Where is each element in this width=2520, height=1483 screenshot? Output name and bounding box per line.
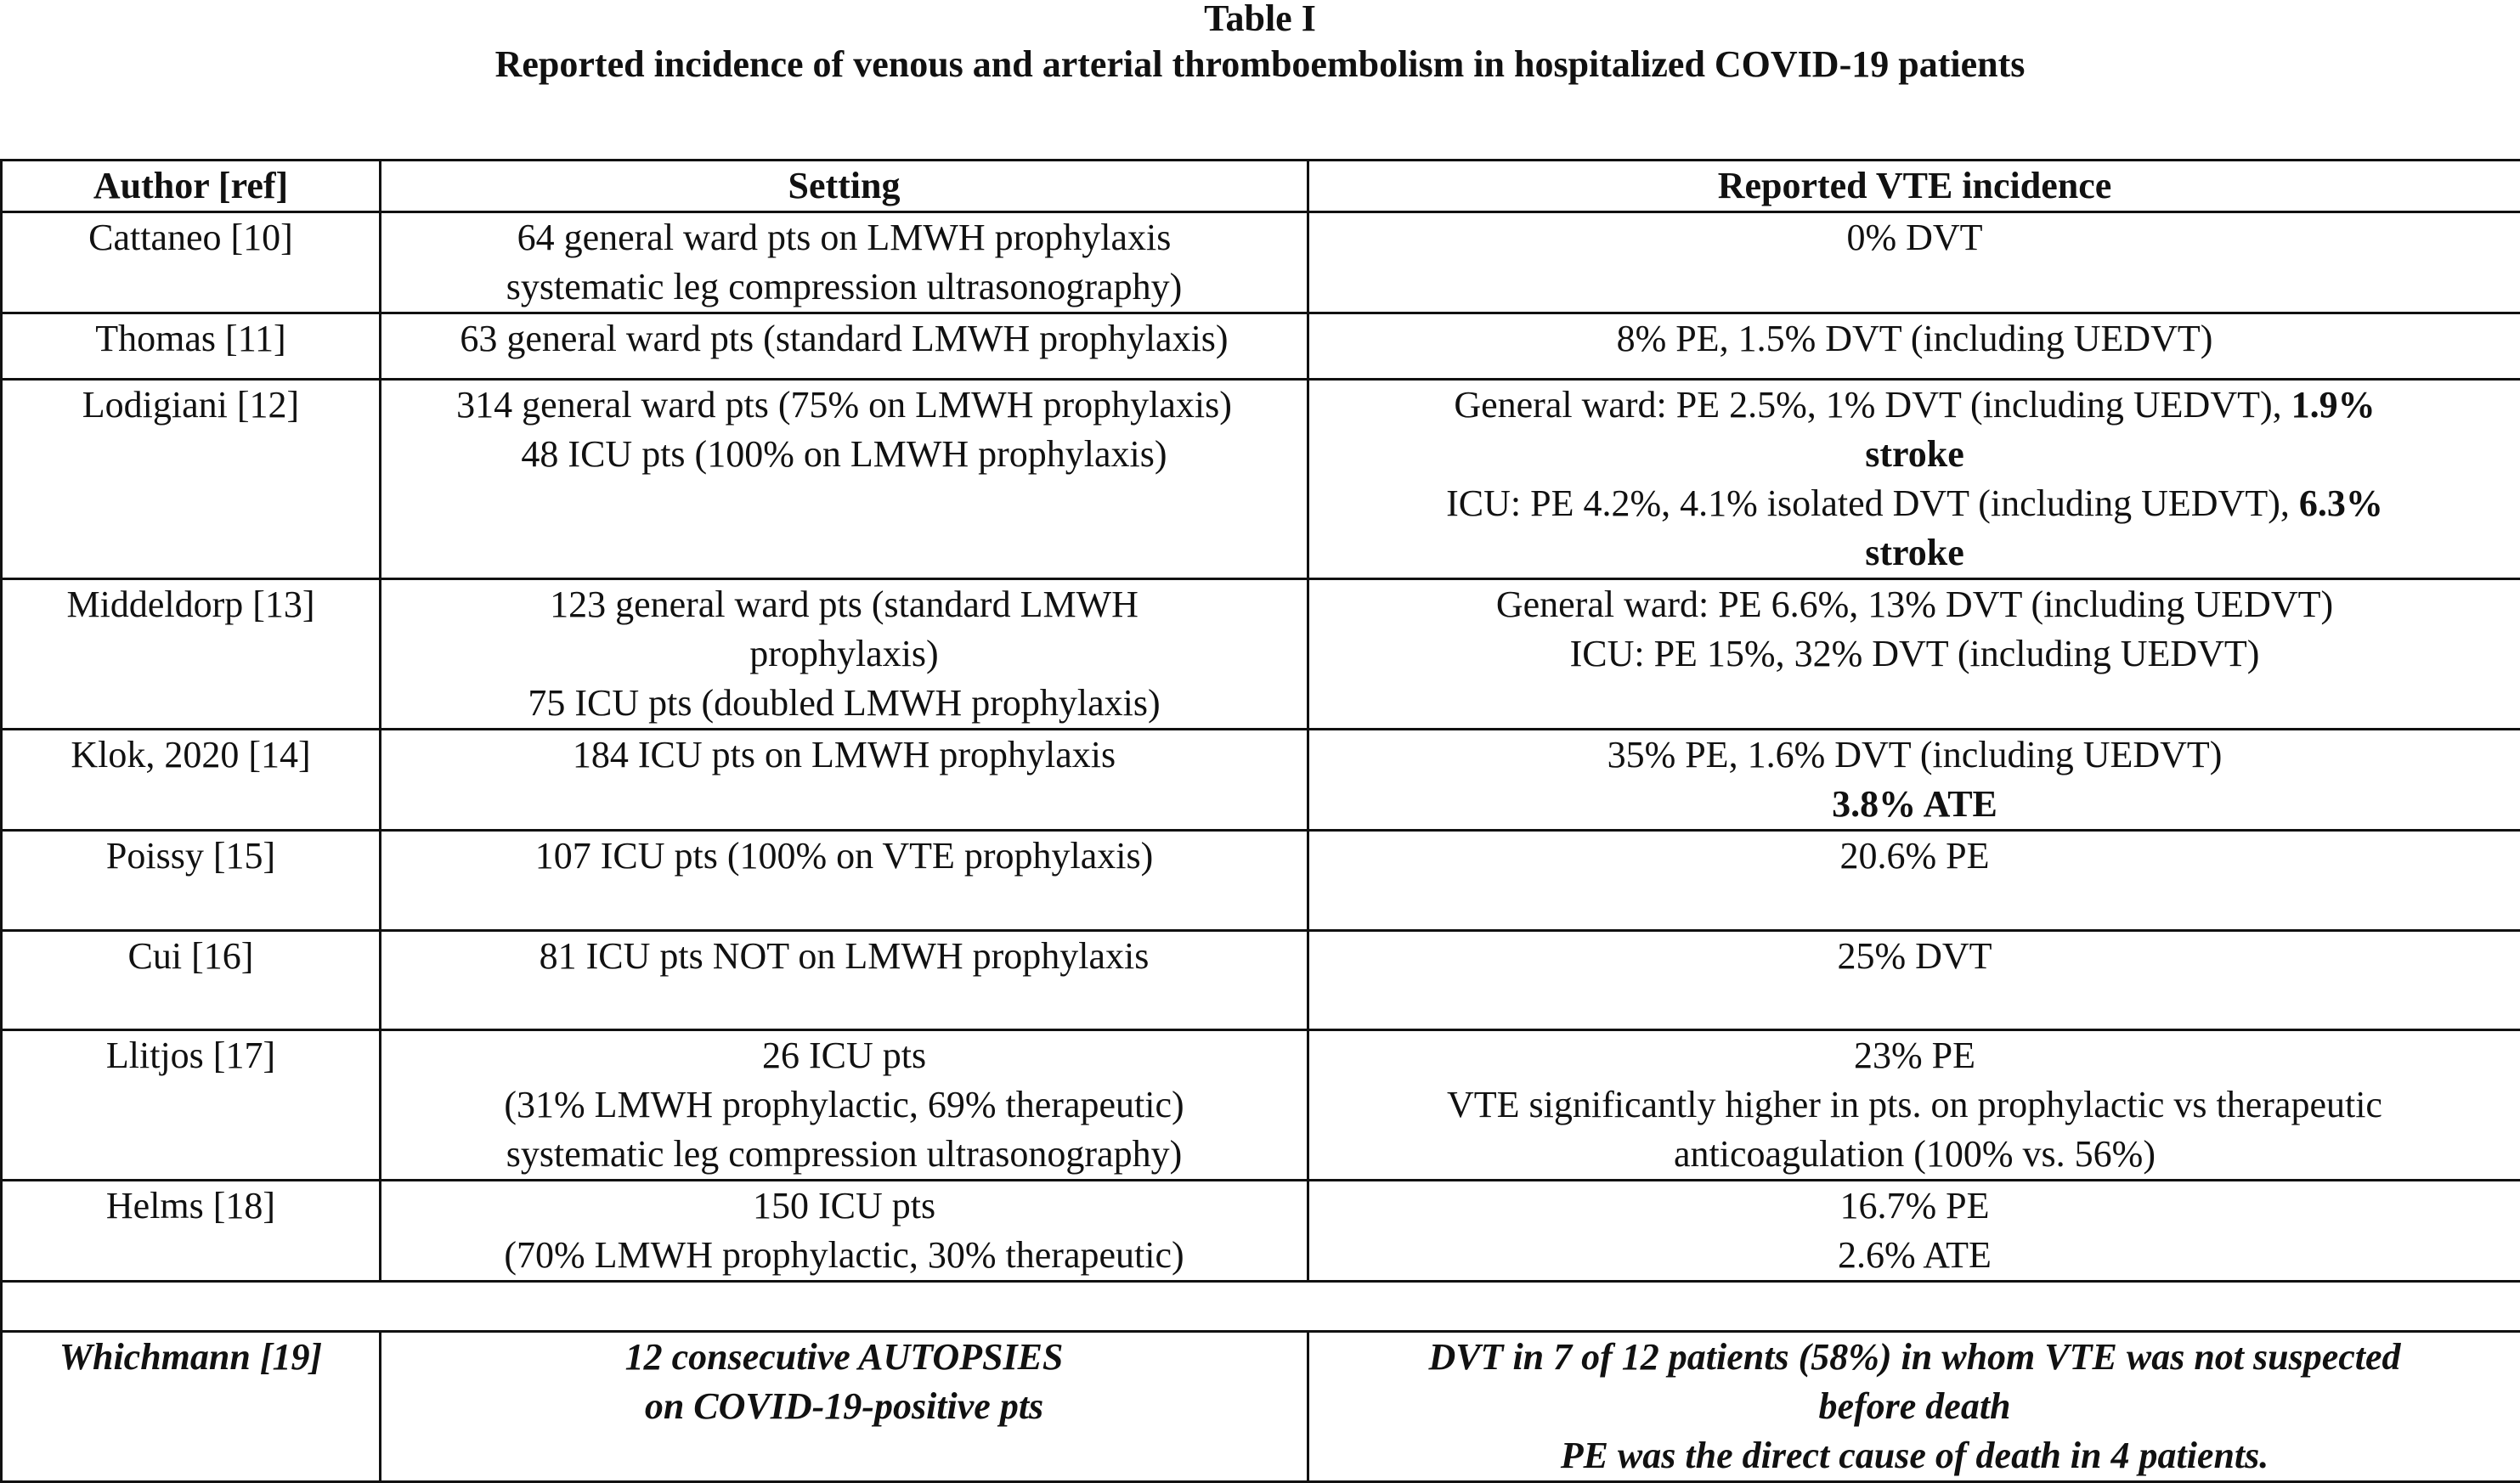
table-subtitle: Reported incidence of venous and arterial thromboembolism in hospitalized COVID-19 patients [0, 39, 2520, 90]
incidence-cell: General ward: PE 2.5%, 1% DVT (including UEDVT), 1.9% stroke ICU: PE 4.2%, 4.1% isolated DVT (including UEDVT), 6.3% stroke [1308, 380, 2520, 579]
table-row [2, 931, 2520, 1030]
incidence-cell: 25% DVT [1308, 931, 2520, 1030]
header-author: Author [ref] [2, 161, 381, 212]
table-body [2, 212, 2520, 1482]
header-incidence: Reported VTE incidence [1308, 161, 2520, 212]
incidence-cell: DVT in 7 of 12 patients (58%) in whom VTE was not suspected before death PE was the direct cause of death in 4 patients. [1308, 1332, 2520, 1482]
incidence-cell: General ward: PE 6.6%, 13% DVT (including UEDVT) ICU: PE 15%, 32% DVT (including UEDVT) [1308, 579, 2520, 730]
incidence-cell: 16.7% PE 2.6% ATE [1308, 1181, 2520, 1282]
author-cell: Cattaneo [10] [2, 212, 381, 313]
spacer-cell [2, 1282, 2520, 1332]
author-cell: Whichmann [19] [2, 1332, 381, 1482]
incidence-cell: 20.6% PE [1308, 831, 2520, 931]
header-setting: Setting [381, 161, 1308, 212]
incidence-cell: 0% DVT [1308, 212, 2520, 313]
incidence-cell: 8% PE, 1.5% DVT (including UEDVT) [1308, 313, 2520, 380]
setting-cell: 107 ICU pts (100% on VTE prophylaxis) [381, 831, 1308, 931]
setting-cell: 150 ICU pts (70% LMWH prophylactic, 30% therapeutic) [381, 1181, 1308, 1282]
table-row [2, 831, 2520, 931]
table-row [2, 212, 2520, 313]
setting-cell: 12 consecutive AUTOPSIES on COVID-19-positive pts [381, 1332, 1308, 1482]
author-cell: Cui [16] [2, 931, 381, 1030]
author-cell: Poissy [15] [2, 831, 381, 931]
setting-cell: 184 ICU pts on LMWH prophylaxis [381, 730, 1308, 831]
setting-cell: 123 general ward pts (standard LMWH prophylaxis) 75 ICU pts (doubled LMWH prophylaxis) [381, 579, 1308, 730]
header-row [2, 161, 2520, 212]
setting-cell: 63 general ward pts (standard LMWH prophylaxis) [381, 313, 1308, 380]
author-cell: Thomas [11] [2, 313, 381, 380]
vte-incidence-table [0, 159, 2520, 1483]
table-row [2, 579, 2520, 730]
incidence-cell: 23% PE VTE significantly higher in pts. on prophylactic vs therapeutic anticoagulation (100% vs. 56%) [1308, 1030, 2520, 1181]
table-row [2, 313, 2520, 380]
spacer-row [2, 1282, 2520, 1332]
author-cell: Helms [18] [2, 1181, 381, 1282]
incidence-cell: 35% PE, 1.6% DVT (including UEDVT) 3.8% ATE [1308, 730, 2520, 831]
author-cell: Llitjos [17] [2, 1030, 381, 1181]
author-cell: Klok, 2020 [14] [2, 730, 381, 831]
table-row [2, 730, 2520, 831]
setting-cell: 26 ICU pts (31% LMWH prophylactic, 69% therapeutic) systematic leg compression ultrasonography) [381, 1030, 1308, 1181]
table-row [2, 1030, 2520, 1181]
autopsy-row [2, 1332, 2520, 1482]
table-row [2, 380, 2520, 579]
setting-cell: 64 general ward pts on LMWH prophylaxis systematic leg compression ultrasonography) [381, 212, 1308, 313]
table-row [2, 1181, 2520, 1282]
author-cell: Lodigiani [12] [2, 380, 381, 579]
setting-cell: 81 ICU pts NOT on LMWH prophylaxis [381, 931, 1308, 1030]
table-title: Table I [0, 0, 2520, 44]
author-cell: Middeldorp [13] [2, 579, 381, 730]
setting-cell: 314 general ward pts (75% on LMWH prophylaxis) 48 ICU pts (100% on LMWH prophylaxis) [381, 380, 1308, 579]
